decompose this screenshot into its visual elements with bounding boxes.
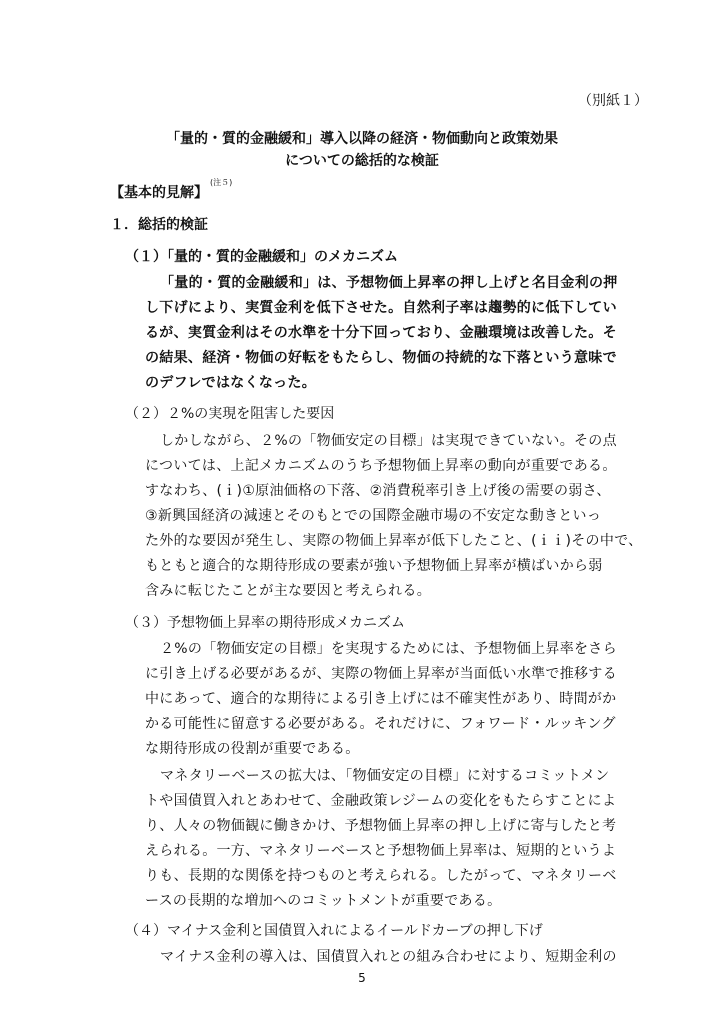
para-line: 含みに転じたことが主な要因と考えられる。 — [145, 583, 431, 599]
para-line: ースの長期的な増加へのコミットメントが重要である。 — [145, 893, 502, 909]
para-line: すなわち、(ｉ)①原油価格の下落、②消費税率引き上げ後の需要の弱さ、 — [145, 483, 611, 499]
para-line: のデフレではなくなった。 — [145, 375, 317, 391]
para-line: もともと適合的な期待形成の要素が強い予想物価上昇率が横ばいから弱 — [145, 558, 603, 574]
para-line: に引き上げる必要があるが、実際の物価上昇率が当面低い水準で推移する — [145, 666, 617, 682]
para-line: えられる。一方、マネタリーベースと予想物価上昇率は、短期的というよ — [145, 843, 617, 859]
subsection2-heading: （２）２%の実現を阻害した要因 — [125, 406, 335, 422]
para-line: りも、長期的な関係を持つものと考えられる。したがって、マネタリーベ — [145, 868, 617, 884]
document-title-line2: についての総括的な検証 — [285, 153, 439, 169]
para-line: トや国債買入れとあわせて、金融政策レジームの変化をもたらすことによ — [145, 793, 617, 809]
para-line: し下げにより、実質金利を低下させた。自然利子率は趨勢的に低下してい — [145, 300, 617, 316]
footnote-marker: (注５) — [210, 178, 233, 188]
para-line: かる可能性に留意する必要がある。それだけに、フォワード・ルッキング — [145, 716, 616, 732]
basic-view-heading — [110, 178, 233, 202]
para-line: り、人々の物価観に働きかけ、予想物価上昇率の押し上げに寄与したと考 — [145, 818, 617, 834]
para-line: しかしながら、２%の「物価安定の目標」は実現できていない。その点 — [160, 433, 617, 449]
para-line: については、上記メカニズムのうち予想物価上昇率の動向が重要である。 — [145, 458, 617, 474]
para-line: な期待形成の役割が重要である。 — [145, 741, 360, 757]
para-line: の結果、経済・物価の好転をもたらし、物価の持続的な下落という意味で — [145, 350, 617, 366]
para-line: ③新興国経済の減速とそのもとでの国際金融市場の不安定な動きといっ — [145, 508, 602, 524]
para-line: マイナス金利の導入は、国債買入れとの組み合わせにより、短期金利の — [160, 949, 617, 965]
subsection1-heading: （１）「量的・質的金融緩和」のメカニズム — [125, 249, 398, 265]
document-title-line1: 「量的・質的金融緩和」導入以降の経済・物価動向と政策効果 — [166, 131, 558, 147]
para-line: るが、実質金利はその水準を十分下回っており、金融環境は改善した。そ — [145, 325, 617, 341]
para-line: ２%の「物価安定の目標」を実現するためには、予想物価上昇率をさら — [160, 641, 617, 657]
para-line: 中にあって、適合的な期待による引き上げには不確実性があり、時間がか — [145, 691, 617, 707]
para-line: 「量的・質的金融緩和」は、予想物価上昇率の押し上げと名目金利の押 — [160, 275, 618, 291]
basic-view-label: 【基本的見解】 — [110, 185, 208, 201]
subsection4-heading: （４）マイナス金利と国債買入れによるイールドカーブの押し下げ — [125, 923, 543, 939]
para-line: マネタリーベースの拡大は、「物価安定の目標」に対するコミットメン — [160, 768, 610, 784]
attachment-label: （別紙１） — [578, 93, 648, 109]
para-line: た外的な要因が発生し、実際の物価上昇率が低下したこと、(ｉｉ)その中で、 — [145, 533, 643, 549]
subsection3-heading: （３）予想物価上昇率の期待形成メカニズム — [125, 615, 405, 631]
page-number: 5 — [358, 971, 366, 985]
section1-heading: １．総括的検証 — [110, 217, 208, 233]
